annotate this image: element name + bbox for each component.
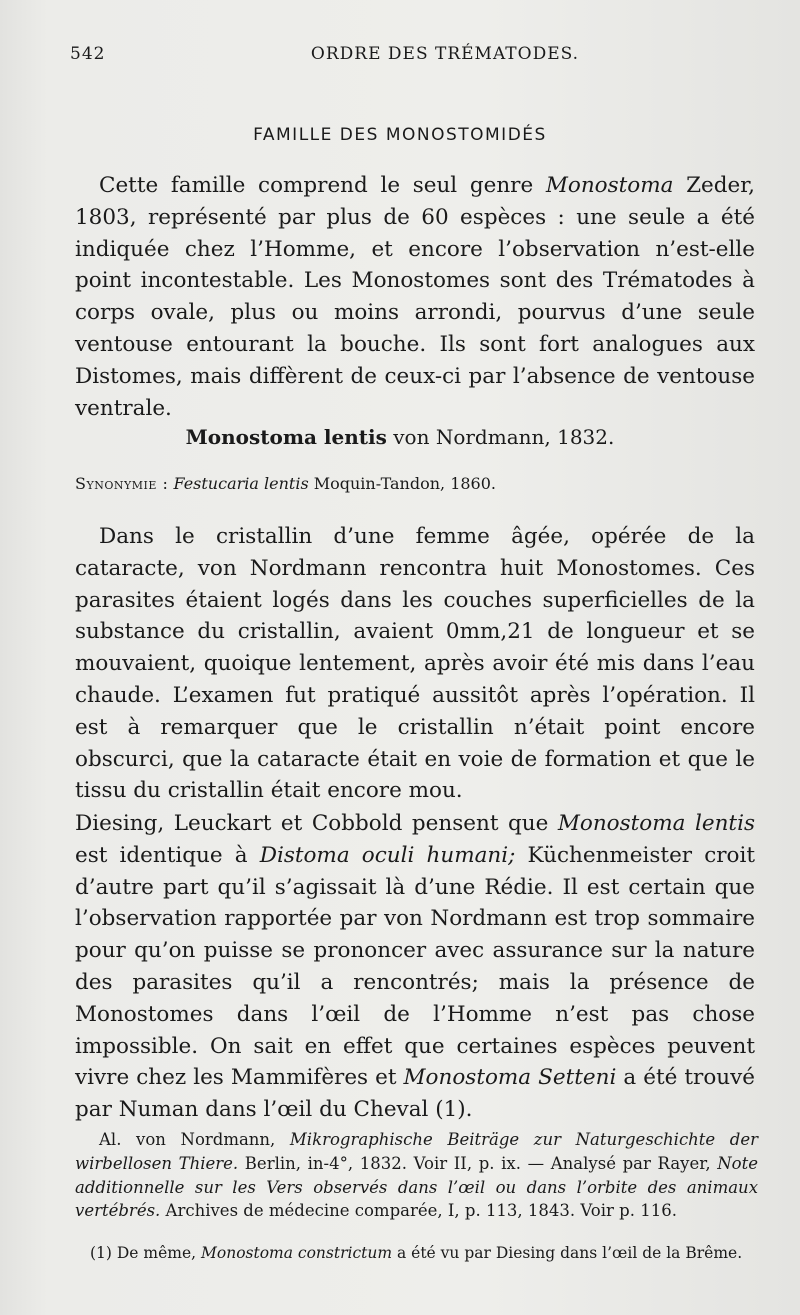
synonym-author: Moquin-Tandon, 1860. <box>308 474 496 493</box>
species-heading <box>0 425 800 449</box>
family-title: FAMILLE DES MONOSTOMIDÉS <box>253 125 547 145</box>
paragraph-family-description: Cette famille comprend le seul genre Monostoma Zeder, 1803, représenté par plus de 60 espèces : une seule a été indiquée chez l’Homme, et encore l’observation n’est-elle point incontestable. Les Monostomes sont des Trématodes à corps ovale, plus ou moins arrondi, pourvus d’une seule ventouse entourant la bouche. Ils sont fort analogues aux Distomes, mais diffèrent de ceux-ci par l’absence de ventouse ventrale. <box>75 173 756 421</box>
synonymy-line <box>75 474 755 493</box>
species-author: von Nordmann, 1832. <box>386 425 615 449</box>
paragraph-discussion: Diesing, Leuckart et Cobbold pensent que Monostoma lentis est identique à Distoma oculi humani; Küchenmeister croit d’autre part qu’il s’agissait là d’une Rédie. Il est certain que l’observation rapportée par von Nordmann est trop sommaire pour qu’on puisse se prononcer avec assurance sur la nature des parasites qu’il a rencontrés; mais la présence de Monostomes dans l’œil de l’Homme n’est pas chose impossible. On sait en effet que certaines espèces peuvent vivre chez les Mammifères et Monostoma Setteni a été trouvé par Numan dans l’œil du Cheval (1). <box>75 811 755 1123</box>
species-name: Monostoma lentis <box>185 425 387 449</box>
paragraph-observation: Dans le cristallin d’une femme âgée, opérée de la cataracte, von Nordmann rencontra huit Monostomes. Ces parasites étaient logés dans les couches superficielles de la substance du cristallin, avaient 0mm,21 de longueur et se mouvaient, quoique lentement, après avoir été mis dans l’eau chaude. L’examen fut pratiqué aussitôt après l’opération. Il est à remarquer que le cristallin n’était point encore obscurci, que la cataracte était en voie de formation et que le tissu du cristallin était encore mou. <box>75 524 755 804</box>
synonymy-label: Synonymie : <box>75 474 169 493</box>
running-title: ORDRE DES TRÉMATODES. <box>310 44 580 64</box>
footnote: (1) De même, Monostoma constrictum a été vu par Diesing dans l’œil de la Brême. <box>90 1244 743 1262</box>
genus-name: Monostoma <box>545 173 674 198</box>
page-header <box>70 44 760 74</box>
page-number: 542 <box>70 44 106 64</box>
synonym-name: Festucaria lentis <box>173 474 309 493</box>
bibliography: Al. von Nordmann, Mikrographische Beiträge zur Naturgeschichte der wirbellosen Thiere. Berlin, in-4°, 1832. Voir II, p. ix. — Analysé par Rayer, Note additionnelle sur les Vers observés dans l’œil ou dans l’orbite des animaux vertébrés. Archives de médecine comparée, I, p. 113, 1843. Voir p. 116. <box>75 1130 759 1221</box>
